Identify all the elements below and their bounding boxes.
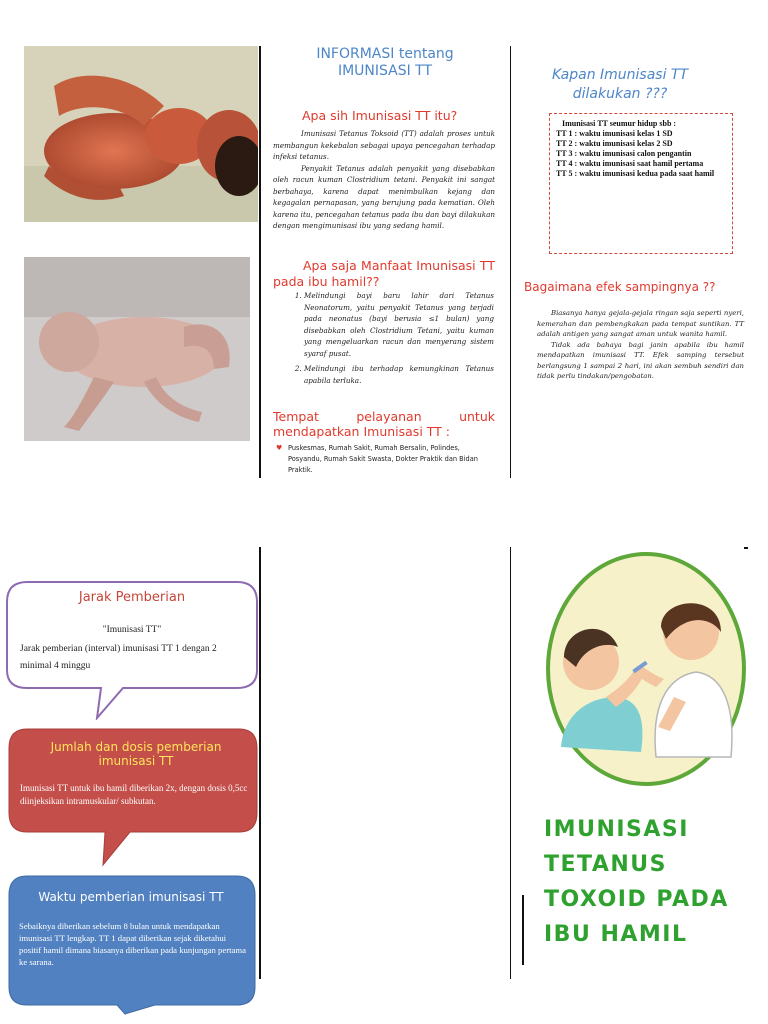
- heart-bullet-icon: ♥: [276, 444, 283, 452]
- photo-tetanus-infant-2: [24, 257, 250, 441]
- schedule-box: [549, 113, 733, 254]
- edge-mark: [522, 895, 524, 965]
- panel1-title: [270, 46, 500, 80]
- panel2-title: Kapan Imunisasi TT dilakukan ???: [551, 67, 689, 102]
- bubble-waktu-pemberian: [5, 875, 259, 1015]
- what-is-tt-text: [273, 128, 495, 232]
- schedule-item: TT 1 : waktu imunisasi kelas 1 SD: [556, 129, 673, 138]
- fold-line-4: [510, 547, 511, 979]
- panel1-title-line2: IMUNISASI TT: [337, 63, 433, 79]
- photo-tetanus-infant-1: [24, 46, 258, 222]
- benefits-list: [288, 290, 494, 390]
- schedule-list: [556, 119, 726, 179]
- side-effects-paragraph-1: Biasanya hanya gejala-gejala ringan saja seperti nyeri, kemerahan dan pembengkakan pada tempat suntikan. TT adalah antigen yang sangat aman untuk wanita hamil.: [537, 309, 744, 338]
- bubble3-body: Sebaiknya diberikan sebelum 8 bulan untuk mendapatkan imunisasi TT lengkap. TT 1 dapat diberikan sejak diketahui positif hamil dimana biasanya diberikan pada kunjungan pertama ke sarana.: [19, 921, 247, 967]
- schedule-item: TT 4 : waktu imunisasi saat hamil pertama: [556, 159, 704, 168]
- panel1-title-line1: INFORMASI tentang: [316, 46, 454, 62]
- side-effects-title: Bagaimana efek sampingnya ??: [524, 280, 716, 294]
- bubble1-body: Jarak pemberian (interval) imunisasi TT 1 dengan 2 minimal 4 minggu: [20, 644, 217, 671]
- schedule-intro: Imunisasi TT seumur hidup sbb :: [562, 119, 677, 128]
- cover-title: [544, 812, 744, 952]
- fold-line-1: [259, 46, 261, 478]
- question-what-is-tt: Apa sih Imunisasi TT itu?: [302, 108, 458, 123]
- service-places-text: Puskesmas, Rumah Sakit, Rumah Bersalin, Polindes, Posyandu, Rumah Sakit Swasta, Dokter Praktik dan Bidan Praktik.: [288, 444, 478, 474]
- bubble2-title: Jumlah dan dosis pemberian imunisasi TT: [50, 740, 222, 768]
- bubble3-title: Waktu pemberian imunisasi TT: [38, 890, 224, 904]
- benefit-item: 2. Melindungi ibu terhadap kemungkinan Tetanus apabila terluka.: [304, 363, 494, 386]
- schedule-item: TT 3 : waktu imunisasi calon pengantin: [556, 149, 692, 158]
- fold-line-3: [259, 547, 261, 979]
- benefit-item: 1. Melindungi bayi baru lahir dari Tetanus Neonatorum, yaitu penyakit Tetanus yang terjadi pada neonatus (bayi berusia ≤1 bulan) yang disebabkan oleh Clostridium Tetani, yaitu kuman yang mengeluarkan racun dan menyerang sistem syaraf pusat.: [304, 290, 494, 359]
- fold-line-2: [510, 46, 511, 478]
- cover-title-line: IMUNISASI: [544, 817, 689, 842]
- schedule-item: TT 2 : waktu imunisasi kelas 2 SD: [556, 139, 673, 148]
- cover-title-line: TETANUS: [544, 852, 667, 877]
- question-service-places: Tempat pelayanan untuk mendapatkan Imunisasi TT :: [273, 409, 495, 439]
- bubble1-subtitle: "Imunisasi TT": [102, 625, 162, 635]
- cover-illustration-nurse-injection: [546, 547, 746, 787]
- what-is-tt-paragraph-1: Imunisasi Tetanus Toksoid (TT) adalah proses untuk membangun kekebalan sebagai upaya pencegahan terhadap infeksi tetanus.: [273, 129, 495, 161]
- bubble1-title: Jarak Pemberian: [78, 590, 186, 605]
- bubble-jumlah-dosis: [5, 728, 259, 868]
- question-benefits: Apa saja Manfaat Imunisasi TT pada ibu hamil??: [273, 258, 495, 289]
- schedule-item: TT 5 : waktu imunisasi kedua pada saat hamil: [556, 169, 715, 178]
- bubble-jarak-pemberian: [5, 580, 259, 720]
- side-effects-text: [537, 308, 744, 382]
- side-effects-paragraph-2: Tidak ada bahaya bagi janin apabila ibu hamil mendapatkan imunisasi TT. Efek samping tersebut berlangsung 1 sampai 2 hari, ini akan sembuh sendiri dan tidak perlu tindakan/pengobatan.: [537, 340, 744, 380]
- service-places: [276, 443, 494, 476]
- what-is-tt-paragraph-2: Penyakit Tetanus adalah penyakit yang disebabkan oleh racun kuman Clostridium tetani. Penyakit ini sangat berbahaya, karena dapat menimbulkan kejang dan kegagalan pernapasan, yang berujung pada kematian. Oleh karena itu, pencegahan tetanus pada ibu dan bayi dilakukan dengan mengimunisasi ibu yang sedang hamil.: [273, 163, 495, 230]
- bubble2-body: Imunisasi TT untuk ibu hamil diberikan 2x, dengan dosis 0,5cc diinjeksikan intramuskular/ subkutan.: [20, 783, 248, 806]
- cover-title-line: IBU HAMIL: [544, 922, 688, 947]
- cover-title-line: TOXOID PADA: [544, 887, 729, 912]
